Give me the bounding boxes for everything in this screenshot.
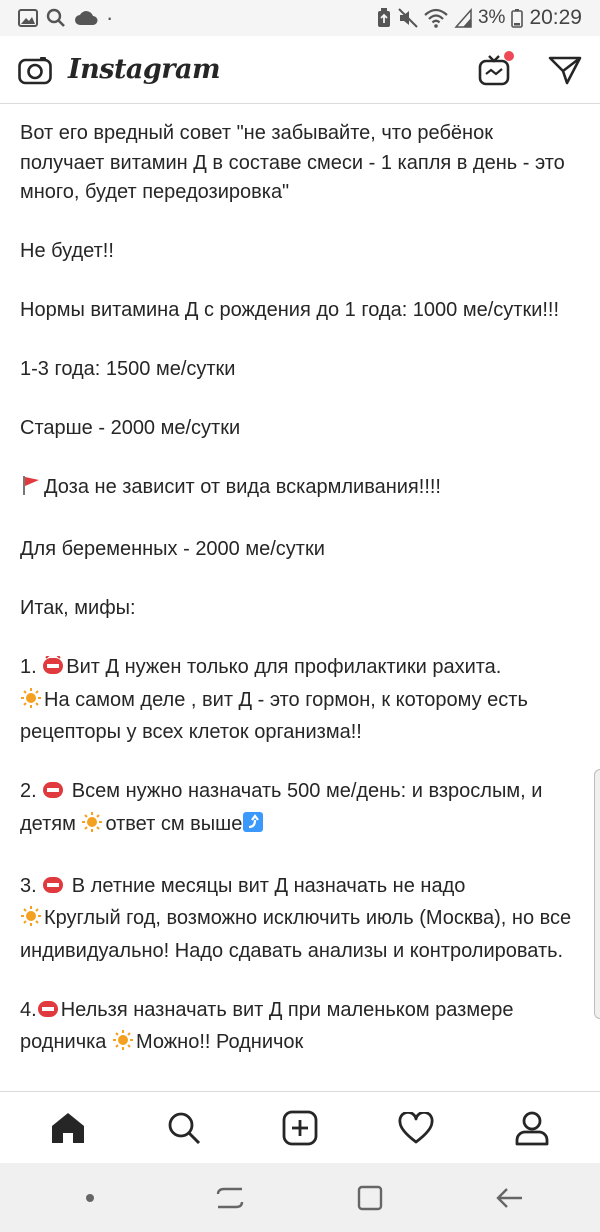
- caption-paragraph: Вот его вредный совет "не забывайте, что ребёнок получает витамин Д в составе смеси - 1 капля в день - это много, будет передозировка": [20, 122, 565, 203]
- app-bar: [0, 36, 600, 104]
- instagram-logo: Instagram: [68, 54, 221, 85]
- myth-text: Всем нужно назначать 500 ме/день: и взрослым, и детям: [20, 780, 543, 835]
- myth-number: 4.: [20, 998, 37, 1021]
- battery-percent: 3%: [477, 7, 506, 28]
- direct-message-icon[interactable]: [548, 55, 582, 85]
- post-caption: [20, 119, 580, 1061]
- igtv-icon[interactable]: [478, 54, 510, 86]
- gallery-icon: [18, 9, 38, 27]
- tab-profile[interactable]: [496, 1096, 568, 1160]
- tab-home[interactable]: [32, 1096, 104, 1160]
- sun-icon: [20, 905, 42, 937]
- search-icon: [167, 1111, 201, 1145]
- wifi-icon: [424, 8, 448, 28]
- search-status-icon: [46, 8, 66, 28]
- cloud-icon: [74, 10, 98, 26]
- tab-search[interactable]: [148, 1096, 220, 1160]
- myth-answer: ответ см выше: [105, 812, 243, 835]
- myth-text: Нельзя назначать вит Д при маленьком размере родничка: [20, 998, 514, 1053]
- sun-icon: [112, 1029, 134, 1061]
- sun-icon: [20, 687, 42, 719]
- recent-apps-icon: [215, 1186, 245, 1210]
- dose-note-paragraph: [20, 473, 580, 506]
- battery-icon: [511, 8, 523, 28]
- no-entry-icon: [37, 999, 59, 1029]
- home-icon: [50, 1111, 86, 1145]
- no-entry-icon: [42, 875, 64, 905]
- tab-new-post[interactable]: [264, 1096, 336, 1160]
- status-time: 20:29: [529, 6, 582, 29]
- myth-number: 2.: [20, 780, 37, 802]
- status-dot: ·: [106, 5, 114, 30]
- home-square-icon: [357, 1185, 383, 1211]
- caption-paragraph: 1-3 года: 1500 ме/сутки: [20, 358, 236, 380]
- myth-number: 1.: [20, 656, 37, 678]
- myths-header: Итак, мифы:: [20, 597, 136, 619]
- no-entry-icon: [42, 656, 64, 686]
- android-nav-bar: [0, 1163, 600, 1232]
- caption-paragraph: Нормы витамина Д с рождения до 1 года: 1000 ме/сутки!!!: [20, 299, 560, 321]
- profile-icon: [515, 1110, 549, 1146]
- back-button[interactable]: [470, 1168, 550, 1228]
- recent-apps-button[interactable]: [190, 1168, 270, 1228]
- myth-item: [20, 872, 580, 967]
- myth-item: [20, 777, 580, 842]
- arrow-up-icon: [242, 811, 264, 843]
- battery-saver-icon: [376, 8, 392, 28]
- myth-answer: На самом деле , вит Д - это гормон, к которому есть рецепторы у всех клеток организма!!: [20, 688, 528, 743]
- bottom-tab-bar: [0, 1091, 600, 1163]
- caption-paragraph: Для беременных - 2000 ме/сутки: [20, 538, 325, 560]
- myth-text: В летние месяцы вит Д назначать не надо: [66, 874, 466, 897]
- post-caption-area: [0, 104, 600, 1091]
- back-arrow-icon: [495, 1186, 525, 1210]
- nav-dot-button[interactable]: [50, 1168, 130, 1228]
- myth-number: 3.: [20, 874, 37, 897]
- signal-icon: [454, 8, 472, 28]
- red-flag-icon: [20, 474, 42, 506]
- tab-activity[interactable]: [380, 1096, 452, 1160]
- myth-item: [20, 996, 580, 1061]
- heart-icon: [398, 1112, 434, 1144]
- myth-text: Вит Д нужен только для профилактики рахита.: [66, 656, 502, 678]
- camera-icon[interactable]: [18, 55, 52, 85]
- status-left: [18, 5, 113, 31]
- status-right: [376, 6, 582, 30]
- sun-icon: [81, 811, 103, 843]
- status-bar: [0, 0, 600, 36]
- caption-paragraph: Не будет!!: [20, 240, 114, 262]
- myth-answer: Можно!! Родничок: [135, 1031, 304, 1053]
- dose-note-text: Доза не зависит от вида вскармливания!!!!: [44, 476, 441, 498]
- caption-paragraph: Старше - 2000 ме/сутки: [20, 417, 241, 439]
- add-post-icon: [282, 1110, 318, 1146]
- dot-icon: [84, 1192, 96, 1204]
- no-entry-icon: [42, 780, 64, 810]
- igtv-notification-dot: [504, 51, 514, 61]
- myth-answer: Круглый год, возможно исключить июль (Москва), но все индивидуально! Надо сдавать анализы и контролировать.: [20, 907, 572, 962]
- scrollbar-thumb[interactable]: [594, 769, 600, 1019]
- myth-item: [20, 653, 580, 748]
- home-nav-button[interactable]: [330, 1168, 410, 1228]
- mute-icon: [398, 8, 418, 28]
